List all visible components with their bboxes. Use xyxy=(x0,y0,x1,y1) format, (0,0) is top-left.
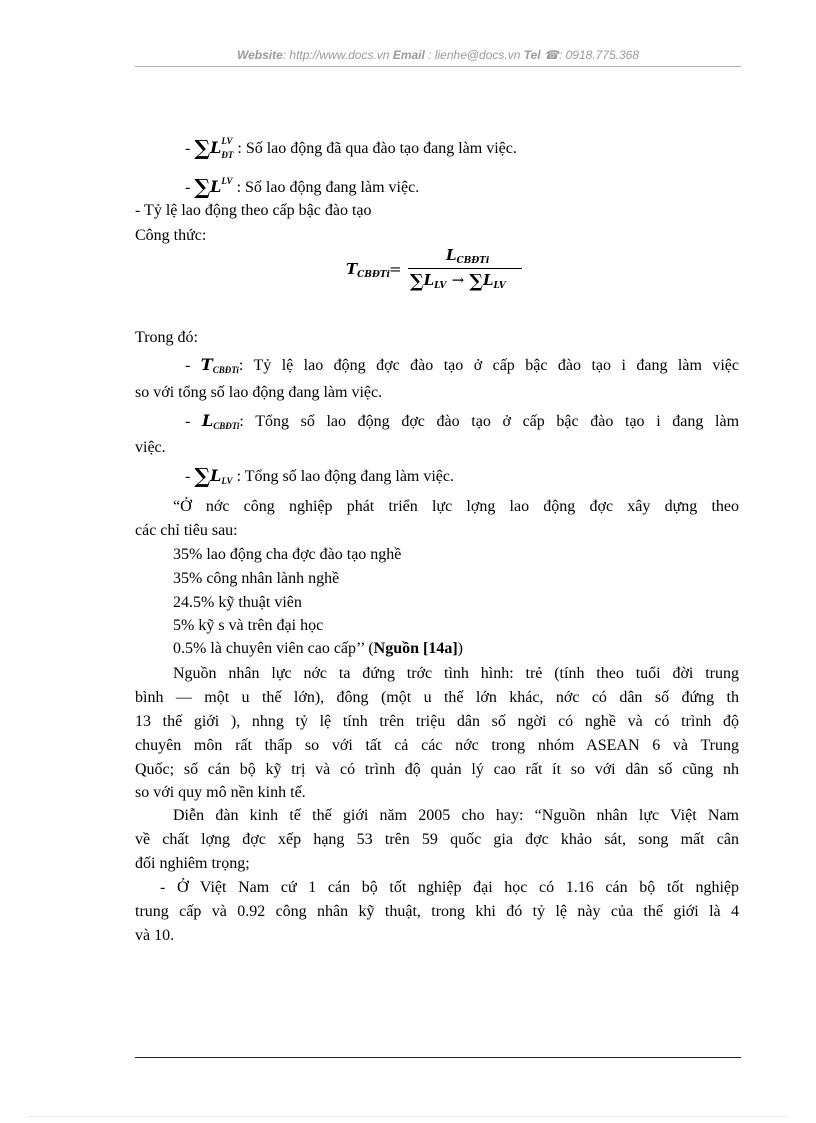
source-citation: Nguồn [14a] xyxy=(373,640,458,657)
tel-label: Tel xyxy=(523,48,541,62)
definition-t-cbdti: - $T_{CBĐTi}$: Tỷ lệ lao động đợc đào tạo ở cấp bậc đào tạo i đang làm việc xyxy=(185,355,740,375)
formula-denominator: $\sum L_{LV} \to \sum L_{LV}$ xyxy=(410,271,506,292)
page-header xyxy=(135,48,741,62)
website-value[interactable]: : http://www.docs.vn xyxy=(282,48,390,62)
section-heading: - Tỷ lệ lao động theo cấp bậc đào tạo xyxy=(135,202,372,219)
fraction-bar xyxy=(408,268,522,269)
definition-l-cbdti: - $L_{CBĐTi}$: Tổng số lao động đợc đào tạo ở cấp bậc đào tạo i đang làm xyxy=(185,411,740,431)
footer-divider xyxy=(135,1057,741,1058)
text-line: - Ở Việt Nam cứ 1 cán bộ tốt nghiệp đại học có 1.16 cán bộ tốt nghiệp xyxy=(160,879,739,896)
email-value[interactable]: : lienhe@docs.vn xyxy=(428,48,521,62)
text-line: về chất lợng đợc xếp hạng 53 trên 59 quốc gia đợc khảo sát, song mất cân xyxy=(135,831,739,848)
definition-trained-workers: - ∑L LV ĐT : Số lao động đã qua đào tạo đang làm việc. xyxy=(185,135,517,160)
header-divider xyxy=(135,66,741,67)
text-line: trung cấp và 0.92 công nhân kỹ thuật, trong khi đó tỷ lệ này của thế giới là 4 xyxy=(135,903,739,920)
text-line: Diễn đàn kinh tế thế giới năm 2005 cho hay: “Nguồn nhân lực Việt Nam xyxy=(173,807,739,824)
list-item: 0.5% là chuyên viên cao cấp’’ (Nguồn [14a]) xyxy=(173,640,463,657)
definition-working-workers: - $\sum L^{LV}$ : Số lao động đang làm việc. xyxy=(185,174,420,199)
sigma-symbol: ∑ xyxy=(194,174,211,199)
phone-icon: ☎ xyxy=(544,48,559,62)
text-line: bình — một u thế lớn), đông (một u thế lớn khác, nớc có dân số đứng th xyxy=(135,689,739,706)
text-line: “Ở nớc công nghiệp phát triển lực lợng lao động đợc xây dựng theo xyxy=(173,498,739,515)
tel-value: : 0918.775.368 xyxy=(558,48,640,62)
formula-numerator: $L_{CBĐTi}$ xyxy=(446,246,490,266)
text-line: Nguồn nhân lực nớc ta đứng trớc tình hình: trẻ (tính theo tuổi đời trung xyxy=(173,665,739,682)
text-line: các chỉ tiêu sau: xyxy=(135,522,238,539)
formula-label: Công thức: xyxy=(135,227,207,244)
list-item: 35% công nhân lành nghề xyxy=(173,570,340,587)
list-item: 35% lao động cha đợc đào tạo nghề xyxy=(173,546,402,563)
text-line: và 10. xyxy=(135,927,175,944)
where-label: Trong đó: xyxy=(135,329,198,346)
website-label: Website xyxy=(236,48,283,62)
definition-sum-lv: - $\sum L_{LV}$ : Tổng số lao động đang làm việc. xyxy=(185,463,455,488)
email-label: Email xyxy=(392,48,425,62)
text-line: 13 thế giới ), nhng tỷ lệ tính trên triệu dân số ngời có nghề và có trình độ xyxy=(135,713,739,730)
text-line: so với tổng số lao động đang làm việc. xyxy=(135,384,383,401)
text-line: Quốc; số cán bộ kỹ trị và có trình độ quản lý cao rất ít so với dân số cũng nh xyxy=(135,761,739,778)
text-line: chuyên môn rất thấp so với tất cả các nớc trong nhóm ASEAN 6 và Trung xyxy=(135,737,739,754)
text-line: việc. xyxy=(135,439,166,456)
list-item: 5% kỹ s và trên đại học xyxy=(173,617,324,634)
list-item: 24.5% kỹ thuật viên xyxy=(173,594,302,611)
formula-equals: = xyxy=(389,260,402,278)
text-line: so với quy mô nền kinh tế. xyxy=(135,784,306,801)
page-edge xyxy=(28,1116,788,1117)
formula-lhs: $T_{CBĐTi}$ xyxy=(346,260,390,280)
sigma-symbol: ∑ xyxy=(194,135,211,160)
text-line: đối nghiêm trọng; xyxy=(135,855,250,872)
